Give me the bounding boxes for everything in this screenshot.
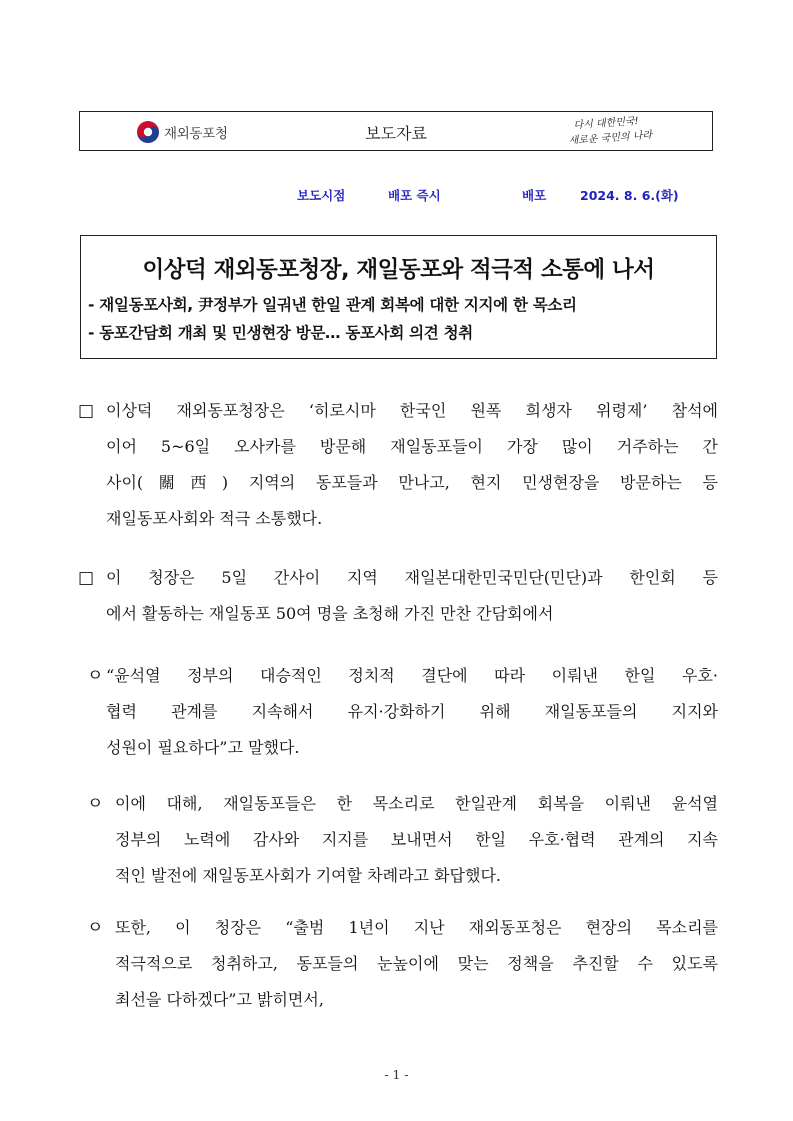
- paragraph-line: 이상덕 재외동포청장은 ‘히로시마 한국인 원폭 희생자 위령제’ 참석에: [106, 401, 718, 420]
- paragraph-3: [78, 658, 718, 766]
- release-time-value: 배포 즉시: [388, 188, 441, 203]
- paragraph-line: 에서 활동하는 재일동포 50여 명을 초청해 가진 만찬 간담회에서: [106, 604, 554, 623]
- circle-bullet-icon: ㅇ: [87, 666, 104, 686]
- release-date-value: 2024. 8. 6.(화): [580, 188, 679, 203]
- circle-bullet-icon: ㅇ: [87, 794, 104, 814]
- org-name: 재외동포청: [164, 126, 228, 142]
- slogan-line2: 새로운 국민의 나라: [568, 129, 653, 147]
- release-time-label: 보도시점: [297, 188, 346, 203]
- paragraph-line: 최선을 다하겠다”고 밝히면서,: [115, 990, 324, 1009]
- paragraph-1: [78, 393, 718, 537]
- paragraph-line: 이에 대해, 재일동포들은 한 목소리로 한일관계 회복을 이뤄낸 윤석열: [115, 794, 718, 813]
- subheadline-2: - 동포간담회 개최 및 민생현장 방문… 동포사회 의견 청취: [88, 324, 473, 342]
- paragraph-5: [78, 910, 718, 1018]
- paragraph-line: 적인 발전에 재일동포사회가 기여할 차례라고 화답했다.: [115, 866, 502, 885]
- slogan-line1: 다시 대한민국!: [573, 115, 639, 132]
- paragraph-line: 재일동포사회와 적극 소통했다.: [106, 509, 323, 528]
- paragraph-line: 사이(關西) 지역의 동포들과 만나고, 현지 민생현장을 방문하는 등: [106, 473, 718, 492]
- circle-bullet-icon: ㅇ: [87, 918, 104, 938]
- page-number: - 1 -: [384, 1067, 409, 1082]
- paragraph-line: 협력 관계를 지속해서 유지·강화하기 위해 재일동포들의 지지와: [106, 702, 718, 721]
- headline: 이상덕 재외동포청장, 재일동포와 적극적 소통에 나서: [142, 257, 655, 283]
- paragraph-line: 적극적으로 청취하고, 동포들의 눈높이에 맞는 정책을 추진할 수 있도록: [115, 954, 718, 973]
- paragraph-line: 이어 5~6일 오사카를 방문해 재일동포들이 가장 많이 거주하는 간: [106, 437, 718, 456]
- subheadline-1: - 재일동포사회, 尹정부가 일궈낸 한일 관계 회복에 대한 지지에 한 목소리: [88, 296, 577, 314]
- paragraph-line: 성원이 필요하다”고 말했다.: [106, 738, 300, 757]
- paragraph-line: “윤석열 정부의 대승적인 정치적 결단에 따라 이뤄낸 한일 우호·: [106, 666, 718, 685]
- headline-box: [80, 235, 717, 359]
- doc-type: 보도자료: [365, 124, 427, 143]
- paragraph-line: 또한, 이 청장은 “출범 1년이 지난 재외동포청은 현장의 목소리를: [115, 918, 718, 937]
- square-bullet-icon: □: [78, 568, 95, 588]
- paragraph-2: [78, 560, 718, 632]
- paragraph-line: 이 청장은 5일 간사이 지역 재일본대한민국민단(민단)과 한인회 등: [106, 568, 718, 587]
- header-box: [79, 111, 713, 151]
- paragraph-line: 정부의 노력에 감사와 지지를 보내면서 한일 우호·협력 관계의 지속: [115, 830, 718, 849]
- release-date-label: 배포: [522, 188, 547, 203]
- paragraph-4: [78, 786, 718, 894]
- square-bullet-icon: □: [78, 401, 95, 421]
